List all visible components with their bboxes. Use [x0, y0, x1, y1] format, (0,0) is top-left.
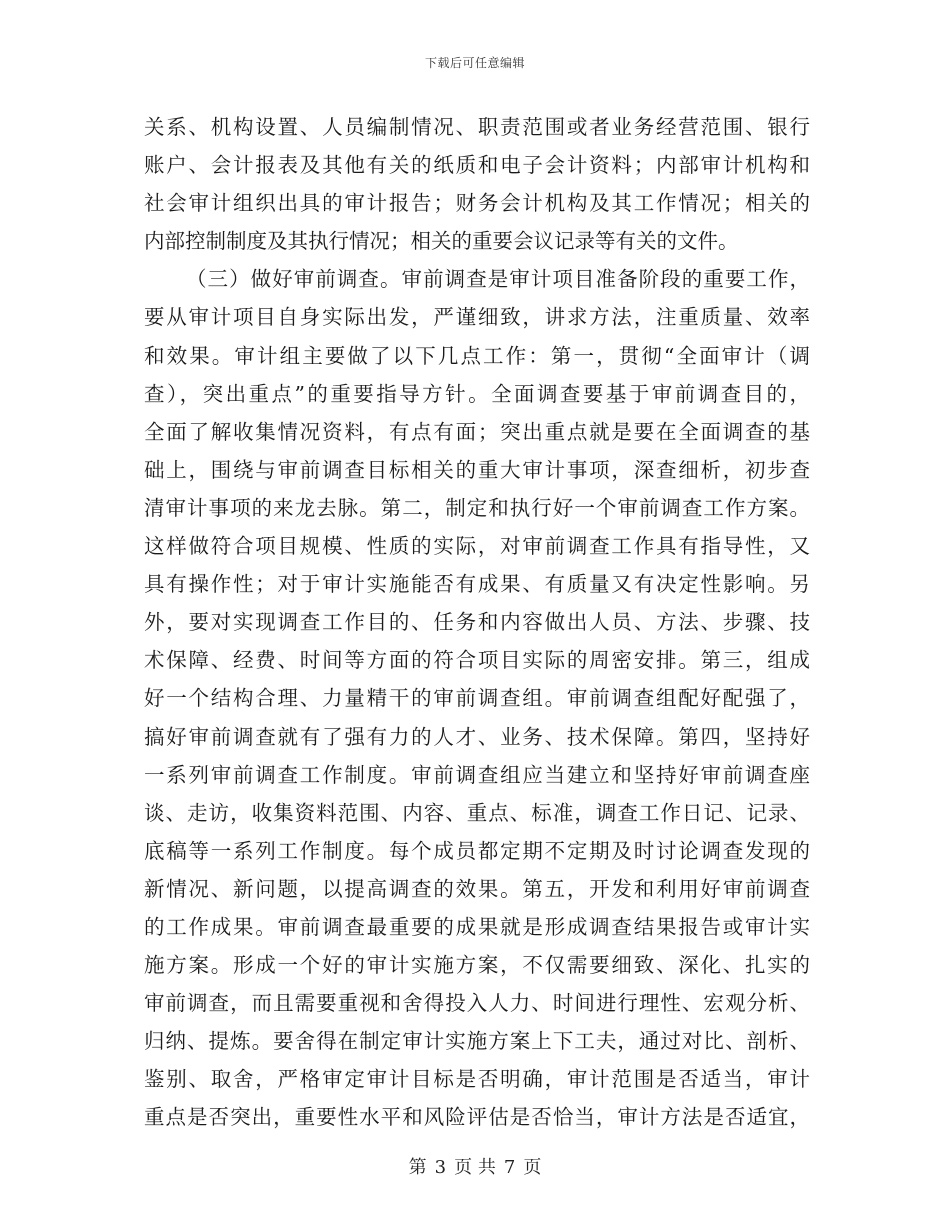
document-body	[144, 108, 810, 1137]
text-line: 审前调查，而且需要重视和舍得投入人力、时间进行理性、宏观分析、	[144, 991, 810, 1016]
text-line: 底稿等一系列工作制度。每个成员都定期不定期及时讨论调查发现的	[144, 838, 810, 863]
page-footer	[0, 1153, 950, 1179]
text-line: 清审计事项的来龙去脉。第二，制定和执行好一个审前调查工作方案。	[144, 495, 810, 520]
paragraph-end-line: 内部控制制度及其执行情况；相关的重要会议记录等有关的文件。	[144, 229, 739, 254]
page-number-suffix: 页	[523, 1157, 542, 1178]
text-line: 和效果。审计组主要做了以下几点工作：第一，贯彻“全面审计（调	[144, 343, 810, 368]
text-line: 一系列审前调查工作制度。审前调查组应当建立和坚持好审前调查座	[144, 762, 810, 787]
text-line: 重点是否突出，重要性水平和风险评估是否恰当，审计方法是否适宜，	[144, 1105, 810, 1130]
text-line: 账户、会计报表及其他有关的纸质和电子会计资料；内部审计机构和	[144, 153, 810, 178]
page-number-middle: 页 共	[454, 1157, 496, 1178]
total-page-count: 7	[503, 1157, 516, 1178]
page-header	[0, 54, 950, 71]
text-line: 施方案。形成一个好的审计实施方案，不仅需要细致、深化、扎实的	[144, 953, 810, 978]
text-line: 的工作成果。审前调查最重要的成果就是形成调查结果报告或审计实	[144, 914, 810, 939]
text-line: 术保障、经费、时间等方面的符合项目实际的周密安排。第三，组成	[144, 648, 810, 673]
text-line: 查），突出重点”的重要指导方针。全面调查要基于审前调查目的，	[144, 381, 810, 406]
current-page-number: 3	[434, 1157, 447, 1178]
text-line: 社会审计组织出具的审计报告；财务会计机构及其工作情况；相关的	[144, 191, 810, 216]
text-line: 搞好审前调查就有了强有力的人才、业务、技术保障。第四，坚持好	[144, 724, 810, 749]
text-line: 全面了解收集情况资料，有点有面；突出重点就是要在全面调查的基	[144, 419, 810, 444]
text-line: 础上，围绕与审前调查目标相关的重大审计事项，深查细析，初步查	[144, 457, 810, 482]
text-line: 这样做符合项目规模、性质的实际，对审前调查工作具有指导性，又	[144, 534, 810, 559]
section-heading-line: （三）做好审前调查。审前调查是审计项目准备阶段的重要工作，	[186, 267, 810, 292]
text-line: 归纳、提炼。要舍得在制定审计实施方案上下工夫，通过对比、剖析、	[144, 1029, 810, 1054]
text-line: 具有操作性；对于审计实施能否有成果、有质量又有决定性影响。另	[144, 572, 810, 597]
header-note: 下载后可任意编辑	[424, 56, 525, 70]
page-number-prefix: 第	[408, 1157, 427, 1178]
text-line: 鉴别、取舍，严格审定审计目标是否明确，审计范围是否适当，审计	[144, 1067, 810, 1092]
text-line: 新情况、新问题，以提高调查的效果。第五，开发和利用好审前调查	[144, 876, 810, 901]
text-line: 要从审计项目自身实际出发，严谨细致，讲求方法，注重质量、效率	[144, 305, 810, 330]
text-line: 外，要对实现调查工作目的、任务和内容做出人员、方法、步骤、技	[144, 610, 810, 635]
text-line: 好一个结构合理、力量精干的审前调查组。审前调查组配好配强了，	[144, 686, 810, 711]
text-line: 关系、机构设置、人员编制情况、职责范围或者业务经营范围、银行	[144, 115, 810, 139]
text-line: 谈、走访，收集资料范围、内容、重点、标准，调查工作日记、记录、	[144, 800, 810, 825]
